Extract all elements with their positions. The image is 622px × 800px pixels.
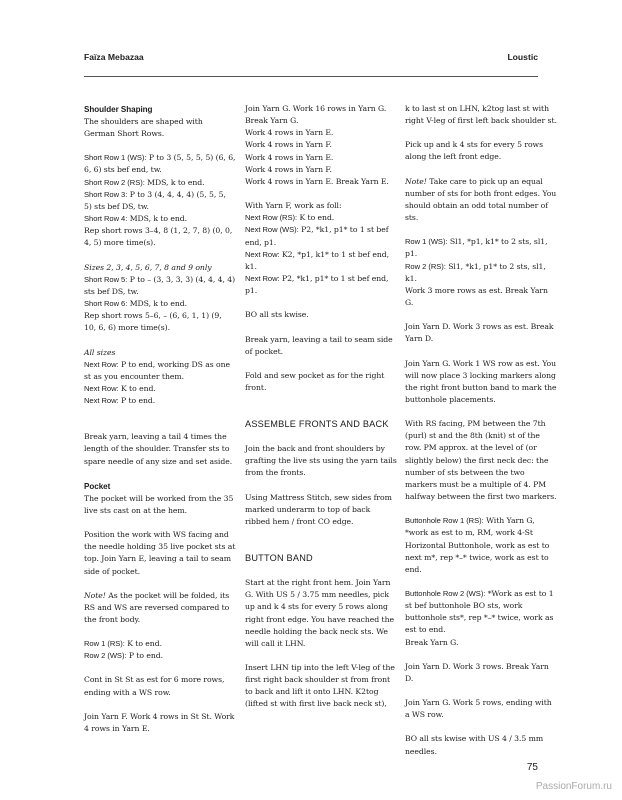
instruction-row: Row 1 (WS): Sl1, *p1, k1* to 2 sts, sl1, p1. — [405, 237, 548, 259]
paragraph: The pocket will be worked from the 35 live sts cast on at the hem. — [84, 493, 234, 515]
instruction-row: Next Row: P to end. — [84, 396, 156, 406]
paragraph: Using Mattress Stitch, sew sides from marked underarm to top of back ribbed hem / front CO edge. — [245, 492, 392, 526]
instruction-row: Next Row: K to end. — [84, 383, 156, 393]
paragraph: Cont in St St as est for 6 more rows, ending with a WS row. — [84, 675, 225, 697]
note-paragraph: Note! Take care to pick up an equal number of sts for both front edges. You should obtain an odd total number of sts. — [405, 176, 557, 223]
note-paragraph: Note! As the pocket will be folded, its RS and WS are reversed compared to the front body. — [84, 590, 230, 624]
author-name: Faïza Mebazaa — [84, 52, 144, 62]
instruction-row: Next Row (RS): K to end. — [245, 213, 335, 223]
paragraph: With RS facing, PM between the 7th (purl) st and the 8th (knit) st of the row. PM approx. at the level of (or slightly below) the first neck dec: the number of sts between the two markers must be a multiple of 4. PM halfway between the first two markers. — [405, 419, 557, 502]
instruction-row: Short Row 5: P to – (3, 3, 3, 3) (4, 4, 4, 4) sts bef DS, tw. — [84, 274, 236, 296]
instruction-row: Row 2 (RS): Sl1, *k1, p1* to 2 sts, sl1, k1. — [405, 261, 546, 283]
paragraph: Start at the right front hem. Join Yarn G. With US 5 / 3.75 mm needles, pick up and k 4 sts for every 5 rows along right front edge. You have reached the needle holding the back neck sts. We will call it LHN. — [245, 578, 394, 648]
paragraph: Work 3 more rows as est. Break Yarn G. — [405, 285, 548, 308]
paragraph: With Yarn F, work as foll: — [245, 201, 342, 211]
page-number: 75 — [526, 762, 538, 773]
paragraph: Break yarn, leaving a tail 4 times the length of the shoulder. Transfer sts to spare needle of any size and set aside. — [84, 432, 233, 466]
section-title-assemble: ASSEMBLE FRONTS AND BACK — [245, 419, 389, 430]
sizes-note: Sizes 2, 3, 4, 5, 6, 7, 8 and 9 only — [84, 262, 212, 272]
paragraph: Rep short rows 3–4, 8 (1, 2, 7, 8) (0, 0, 4, 5) more time(s). — [84, 226, 233, 248]
instruction-row: Row 2 (WS): P to end. — [84, 651, 164, 661]
instruction-row: Short Row 2 (RS): MDS, k to end. — [84, 177, 205, 187]
paragraph: The shoulders are shaped with German Short Rows. — [84, 117, 203, 139]
paragraph: Work 4 rows in Yarn F. — [245, 164, 332, 174]
paragraph: Insert LHN tip into the left V-leg of the first right back shoulder st from front to back and lift it onto LHN. K2tog (lifted st with first live back neck st), — [245, 663, 395, 709]
column-2 — [245, 103, 397, 711]
paragraph: Work 4 rows in Yarn E. — [245, 152, 334, 162]
paragraph: Work 4 rows in Yarn E. Break Yarn E. — [245, 176, 389, 186]
paragraph: BO all sts kwise. — [245, 310, 309, 320]
instruction-row: Short Row 4: MDS, k to end. — [84, 214, 188, 224]
column-3 — [405, 103, 557, 758]
instruction-row: Row 1 (RS): K to end. — [84, 639, 162, 649]
section-title-shoulder-shaping: Shoulder Shaping — [84, 105, 153, 114]
header-divider — [84, 76, 538, 77]
instruction-row: Next Row: P to end, working DS as one st as you encounter them. — [84, 359, 230, 381]
instruction-row: Next Row: P2, *k1, p1* to 1 st bef end, p1. — [245, 274, 389, 296]
instruction-row: Short Row 1 (WS): P to 3 (5, 5, 5, 5) (6, 6, 6, 6) sts bef end, tw. — [84, 153, 236, 175]
paragraph: Join Yarn F. Work 4 rows in St St. Work 4 rows in Yarn E. — [84, 711, 235, 733]
paragraph: Fold and sew pocket as for the right front. — [245, 370, 385, 392]
paragraph: Join Yarn G. Work 5 rows, ending with a WS row. — [405, 698, 552, 720]
pattern-name: Loustic — [507, 52, 538, 62]
column-1 — [84, 103, 236, 735]
all-sizes-note: All sizes — [84, 347, 116, 357]
paragraph: Position the work with WS facing and the needle holding 35 live pocket sts at top. Join Yarn E, leaving a tail to seam side of pocket. — [84, 530, 236, 576]
instruction-row: Short Row 6: MDS, k to end. — [84, 299, 188, 309]
watermark: PassionForum.ru — [535, 781, 612, 792]
section-title-button-band: BUTTON BAND — [245, 553, 313, 564]
instruction-row: Buttonhole Row 1 (RS): With Yarn G, *work as est to m, RM, work 4-St Horizontal Buttonhole, work as est to next m*, rep *–* twice, work as est to end. — [405, 516, 550, 574]
paragraph: Join Yarn D. Work 3 rows. Break Yarn D. — [405, 661, 549, 683]
paragraph: Rep short rows 5–6, – (6, 6, 1, 1) (9, 10, 6, 6) more time(s). — [84, 311, 222, 333]
paragraph: Break Yarn G. — [405, 637, 459, 647]
paragraph: BO all sts kwise with US 4 / 3.5 mm needles. — [405, 734, 544, 756]
paragraph: k to last st on LHN, k2tog last st with right V-leg of first left back shoulder st. — [405, 104, 557, 126]
instruction-row: Buttonhole Row 2 (WS): *Work as est to 1 st bef buttonhole BO sts, work buttonhole sts*, rep *–* twice, work as est to end. — [405, 589, 554, 635]
instruction-row: Short Row 3: P to 3 (4, 4, 4, 4) (5, 5, 5, 5) sts bef DS, tw. — [84, 189, 226, 211]
instruction-row: Next Row (WS): P2, *k1, p1* to 1 st bef end, p1. — [245, 225, 389, 247]
paragraph: Work 4 rows in Yarn F. — [245, 140, 332, 150]
section-title-pocket: Pocket — [84, 481, 111, 491]
paragraph: Join Yarn G. Work 16 rows in Yarn G. Break Yarn G. — [245, 104, 387, 126]
instruction-row: Next Row: K2, *p1, k1* to 1 st bef end, k1. — [245, 249, 390, 271]
paragraph: Join the back and front shoulders by grafting the live sts using the yarn tails from the fronts. — [245, 444, 397, 478]
paragraph: Join Yarn G. Work 1 WS row as est. You will now place 3 locking markers along the right front button band to mark the buttonhole placements. — [405, 358, 557, 404]
paragraph: Work 4 rows in Yarn E. — [245, 128, 334, 138]
paragraph: Break yarn, leaving a tail to seam side of pocket. — [245, 334, 393, 356]
paragraph: Join Yarn D. Work 3 rows as est. Break Yarn D. — [405, 322, 554, 344]
paragraph: Pick up and k 4 sts for every 5 rows along the left front edge. — [405, 140, 543, 162]
